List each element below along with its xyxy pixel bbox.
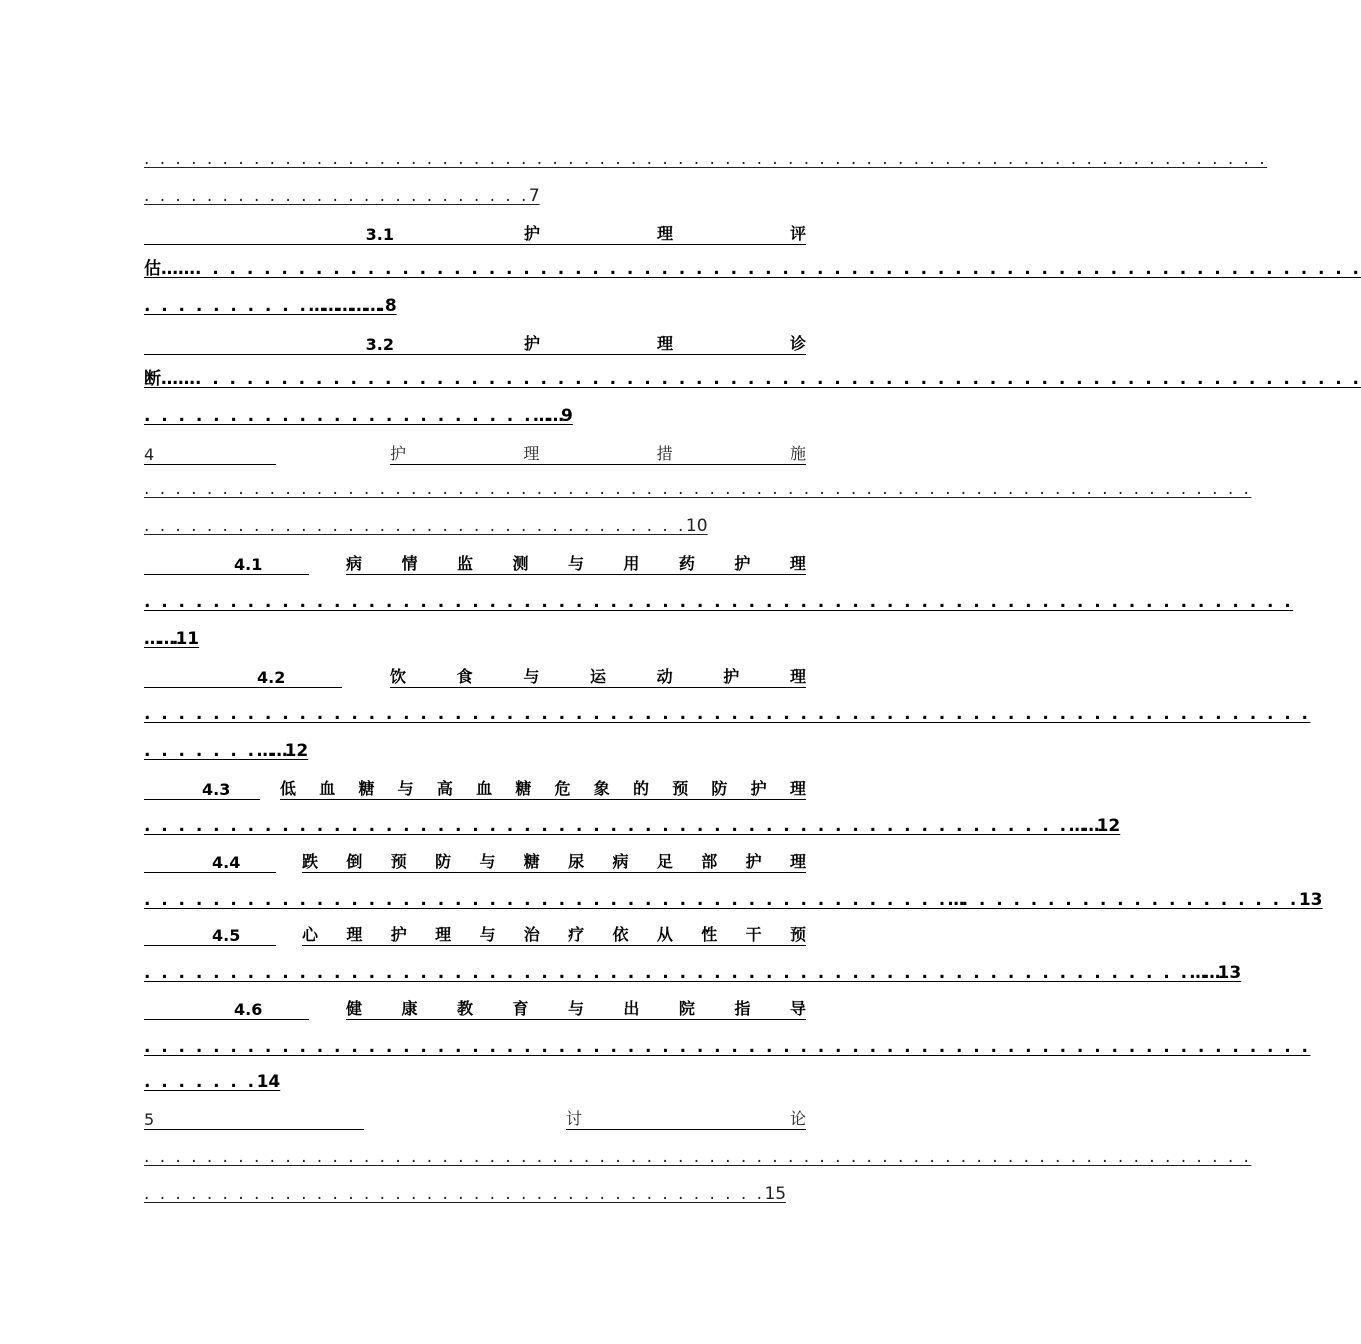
toc-section-number: 3.2	[365, 335, 394, 354]
toc-page-number: 10	[685, 516, 708, 536]
toc-section-number: 5	[144, 1110, 155, 1129]
toc-page-number: 9	[561, 406, 573, 426]
toc-page-number: .8	[378, 296, 397, 316]
toc-entry-4-1-page: …….11	[144, 629, 200, 649]
toc-dot-leader: . . . . . . . . . . . . . . . . . . . . . . . . . . . . . . . . . . . . . . . . . . . . . . . . . . . . . . . . . . . . . . . . . . . .	[144, 1037, 1311, 1057]
toc-dot-leader: . . . . . . . . . . . . . . . . . . . . . . . . . . . . . . . . . . . . . . . . . . . . . . . . . . . . . . . . . . . . . . . . . . . . . . .	[144, 1147, 1252, 1167]
toc-entry-3-1[interactable]	[144, 221, 806, 245]
toc-section-title: 健 康 教 育 与 出 院 指 导	[346, 999, 806, 1018]
toc-entry-4-5-page: . . . . . . . . . . . . . . . . . . . . . . . . . . . . . . . . . . . . . . . . . . . . . . . . . . . . . . . . . . . . .……13	[144, 963, 1242, 983]
toc-section-title: 低 血 糖 与 高 血 糖 危 象 的 预 防 护 理	[280, 779, 806, 798]
toc-entry-4[interactable]	[144, 441, 806, 465]
toc-entry-4-3-page: . . . . . . . . . . . . . . . . . . . . . . . . . . . . . . . . . . . . . . . . . . . . . . . . . . . . . .……12	[144, 816, 1121, 836]
toc-section-title: 讨 论	[566, 1109, 806, 1128]
toc-entry-5-page: . . . . . . . . . . . . . . . . . . . . . . . . . . . . . . . . . . . . . . . .15	[144, 1184, 787, 1204]
toc-dot-leader: . . . . . . . . . . . . . . . . . . . . . . . . . . . . . . . . . . . . . . . . . . . . . . . . . . . . . . . . . . . . . . . . . . . . . . . .	[144, 149, 1268, 169]
toc-page-number: 14	[256, 1072, 281, 1092]
toc-section-number: 4.5	[212, 926, 241, 945]
toc-section-title: 护 理 评	[390, 222, 806, 245]
toc-page-number: 12	[1096, 816, 1121, 836]
toc-entry-4-3[interactable]	[144, 776, 806, 800]
toc-dot-leader: . . . . . . . . . . . . . . . . . . . . . . . . . . . . . . . . . . . . . . . . . . . . . . . . . . . . . . . . . . . . . . . . . . .	[144, 592, 1294, 612]
toc-page-number: 11	[175, 629, 200, 649]
toc-entry-4-1[interactable]	[144, 551, 806, 575]
toc-section-title: 跌 倒 预 防 与 糖 尿 病 足 部 护 理	[302, 852, 806, 871]
toc-dot-leader: . . . . . . . . . . . . . . . . . . . . . . . . .	[144, 186, 529, 206]
toc-section-number: 4.1	[234, 555, 263, 574]
toc-section-title: 护 理 措 施	[390, 444, 806, 463]
toc-section-number: 4.6	[234, 1000, 263, 1019]
toc-section-title: 病 情 监 测 与 用 药 护 理	[346, 554, 806, 573]
toc-entry-4-5[interactable]	[144, 922, 806, 946]
toc-page-number: 13	[1298, 890, 1323, 910]
toc-section-number: 4.3	[202, 780, 231, 799]
toc-page-number: 15	[764, 1184, 787, 1204]
toc-dot-leader: . . . . . . . . . . . . . . . . . . . . . . . . . . . . . . . . . . . . . . . . . . . . . . . . . . . . . . . . . . . . . . . . . . . .	[144, 704, 1311, 724]
toc-page-number: 12	[284, 741, 309, 761]
toc-entry-4-page: . . . . . . . . . . . . . . . . . . . . . . . . . . . . . . . . . . .10	[144, 516, 708, 536]
toc-entry-4-6[interactable]	[144, 996, 806, 1020]
toc-entry-4-2-page: . . . . . . .……12	[144, 741, 309, 761]
toc-section-title: 心 理 护 理 与 治 疗 依 从 性 干 预	[302, 925, 806, 944]
toc-entry-3-2-leader: 断……. . . . . . . . . . . . . . . . . . . . . . . . . . . . . . . . . . . . . . . . . . . . . . . . . . . . . . . . . . . . . . . . . . . .	[144, 369, 1361, 389]
toc-section-title: 护 理 诊	[390, 332, 806, 355]
toc-entry-4-6-page: . . . . . . .14	[144, 1072, 281, 1092]
toc-entry-3-2-page: . . . . . . . . . . . . . . . . . . . . . . .……9	[144, 406, 573, 426]
toc-entry-4-4[interactable]	[144, 849, 806, 873]
toc-section-number: 4.2	[257, 668, 286, 687]
toc-section-number: 3.1	[365, 225, 394, 244]
toc-entry-4-2[interactable]	[144, 664, 806, 688]
toc-entry-3-1-leader: 估……. . . . . . . . . . . . . . . . . . . . . . . . . . . . . . . . . . . . . . . . . . . . . . . . . . . . . . . . . . . . . . . . . . . .	[144, 259, 1361, 279]
toc-page-number: 13	[1217, 963, 1242, 983]
toc-dot-leader: . . . . . . . . . . . . . . . . . . . . . . . . . . . . . . . . . . . . . . . . . . . . . . . . . . . . . . . . . . . . . . . . . . . . . . .	[144, 479, 1252, 499]
toc-entry-tail[interactable]	[144, 185, 806, 209]
toc-section-number: 4.4	[212, 853, 241, 872]
toc-page-number: 7	[528, 186, 540, 206]
toc-section-number: 4	[144, 445, 155, 464]
toc-entry-5[interactable]	[144, 1106, 806, 1130]
toc-entry-3-2[interactable]	[144, 331, 806, 355]
toc-entry-3-1-page: . . . . . . . . . .…………….8	[144, 296, 397, 316]
toc-section-title: 饮 食 与 运 动 护 理	[390, 667, 806, 686]
toc-entry-4-4-page: . . . . . . . . . . . . . . . . . . . . . . . . . . . . . . . . . . . . . . . . . . . . . . .…. . . . . . . . . . . . . . . . . . . .13	[144, 890, 1323, 910]
